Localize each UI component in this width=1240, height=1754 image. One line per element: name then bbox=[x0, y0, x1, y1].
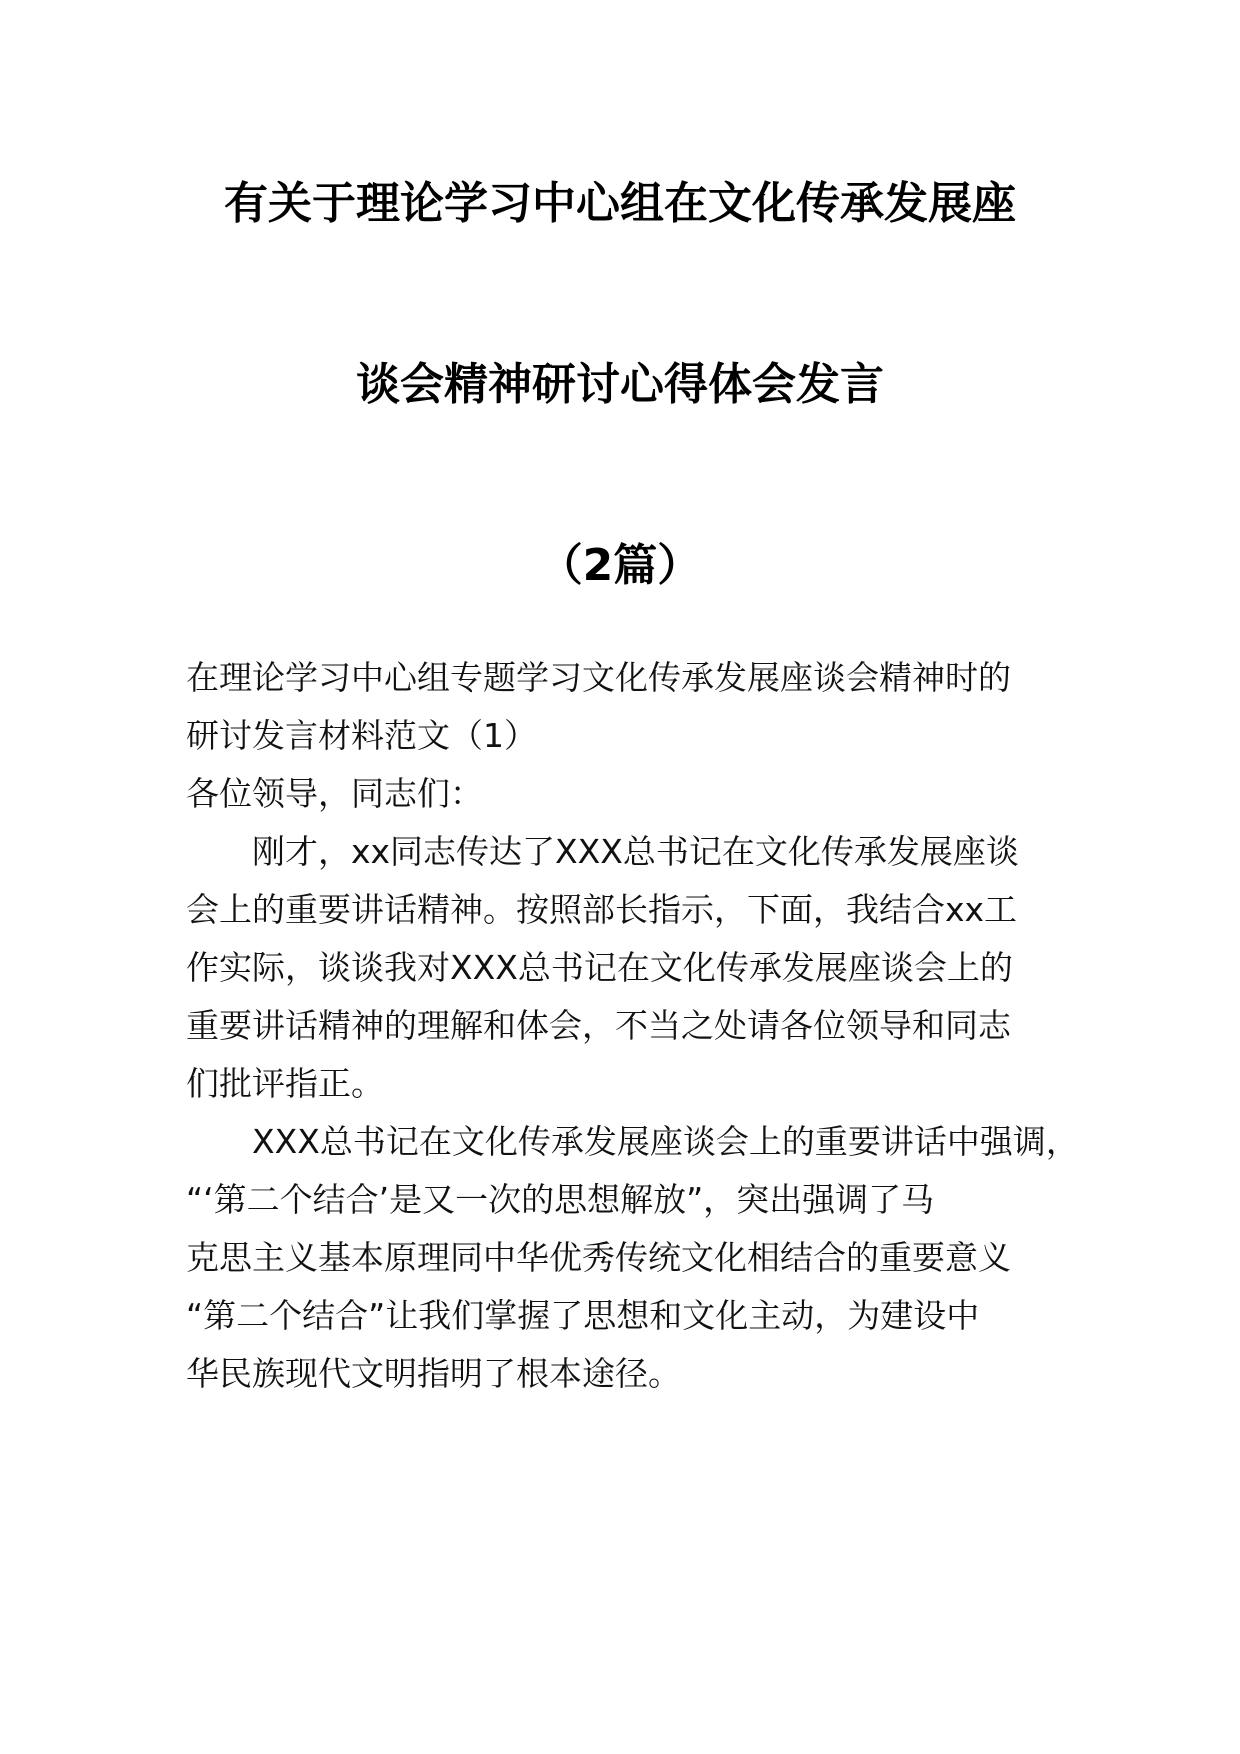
body-line: “第二个结合”让我们掌握了思想和文化主动，为建设中 bbox=[186, 1296, 980, 1335]
body-line: 们批评指正。 bbox=[186, 1064, 384, 1103]
body-line: 研讨发言材料范文（1） bbox=[186, 716, 537, 755]
body-line: 作实际，谈谈我对XXX总书记在文化传承发展座谈会上的 bbox=[186, 948, 1013, 987]
body-line: XXX总书记在文化传承发展座谈会上的重要讲话中强调， bbox=[186, 1122, 1079, 1161]
body-line: 在理论学习中心组专题学习文化传承发展座谈会精神时的 bbox=[186, 658, 1011, 697]
title-line-3: （2篇） bbox=[538, 540, 702, 591]
body-line: “‘第二个结合’是又一次的思想解放”，突出强调了马 bbox=[186, 1180, 935, 1219]
body-line: 刚才，xx同志传达了XXX总书记在文化传承发展座谈 bbox=[186, 832, 1019, 871]
body-line: 华民族现代文明指明了根本途径。 bbox=[186, 1354, 681, 1393]
body-line: 各位领导，同志们： bbox=[186, 774, 483, 813]
title-line-1: 有关于理论学习中心组在文化传承发展座 bbox=[224, 178, 1016, 229]
body-line: 会上的重要讲话精神。按照部长指示，下面，我结合xx工 bbox=[186, 890, 1018, 929]
body-line: 克思主义基本原理同中华优秀传统文化相结合的重要意义 bbox=[186, 1238, 1011, 1277]
title-line-2: 谈会精神研讨心得体会发言 bbox=[356, 359, 884, 410]
body-line: 重要讲话精神的理解和体会，不当之处请各位领导和同志 bbox=[186, 1006, 1011, 1045]
